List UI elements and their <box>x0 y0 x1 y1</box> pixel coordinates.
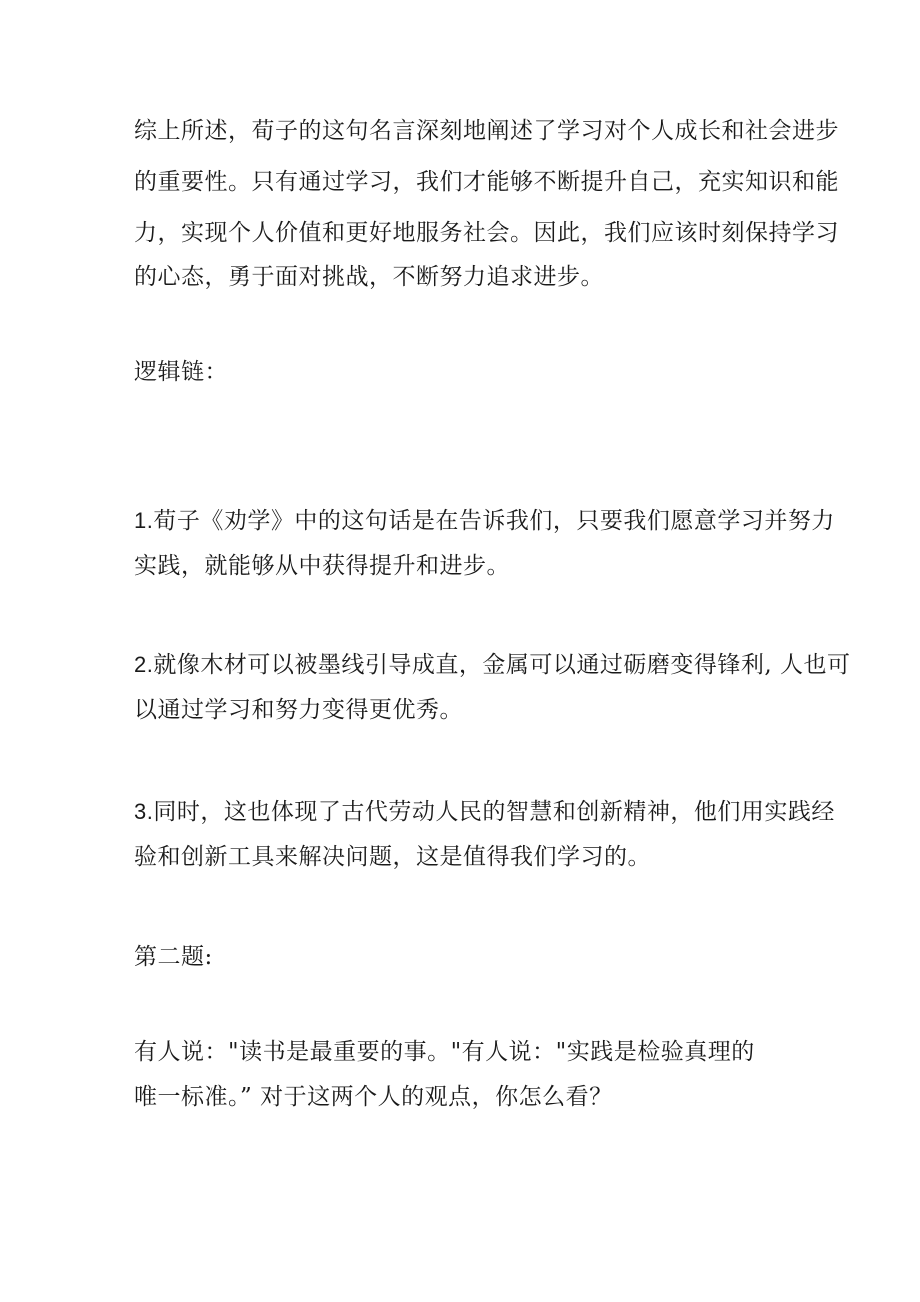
logic-item-2-line-2: 以通过学习和努力变得更优秀。 <box>134 697 463 723</box>
logic-heading: 逻辑链： <box>134 359 228 385</box>
logic-item-1-line-2: 实践，就能够从中获得提升和进步。 <box>134 553 510 579</box>
logic-item-3-line-2: 验和创新工具来解决问题，这是值得我们学习的。 <box>134 844 651 870</box>
question-line-2: 唯一标准。” 对于这两个人的观点，你怎么看？ <box>134 1084 613 1110</box>
summary-line-4: 的心态，勇于面对挑战，不断努力追求进步。 <box>134 264 604 290</box>
summary-line-2: 的重要性。只有通过学习，我们才能够不断提升自己，充实知识和能 <box>134 169 839 195</box>
logic-item-1-number: 1. <box>134 508 154 533</box>
logic-item-3-text: 同时，这也体现了古代劳动人民的智慧和创新精神，他们用实践经 <box>153 799 835 825</box>
summary-line-1: 综上所述，荀子的这句名言深刻地阐述了学习对个人成长和社会进步 <box>134 118 839 144</box>
logic-item-2-number: 2. <box>134 652 154 677</box>
logic-item-3-line-1 <box>134 797 835 827</box>
logic-item-1-line-1 <box>134 506 835 536</box>
logic-item-2-text: 就像木材可以被墨线引导成直，金属可以通过砺磨变得锋利, 人也可 <box>153 652 851 678</box>
summary-line-3: 力，实现个人价值和更好地服务社会。因此，我们应该时刻保持学习 <box>134 220 839 246</box>
logic-item-1-text: 荀子《劝学》中的这句话是在告诉我们，只要我们愿意学习并努力 <box>153 508 835 534</box>
question-line-1: 有人说："读书是最重要的事。"有人说："实践是检验真理的 <box>134 1039 755 1065</box>
logic-item-3-number: 3. <box>134 799 154 824</box>
logic-item-2-line-1 <box>134 650 850 680</box>
question-heading: 第二题: <box>134 944 213 970</box>
